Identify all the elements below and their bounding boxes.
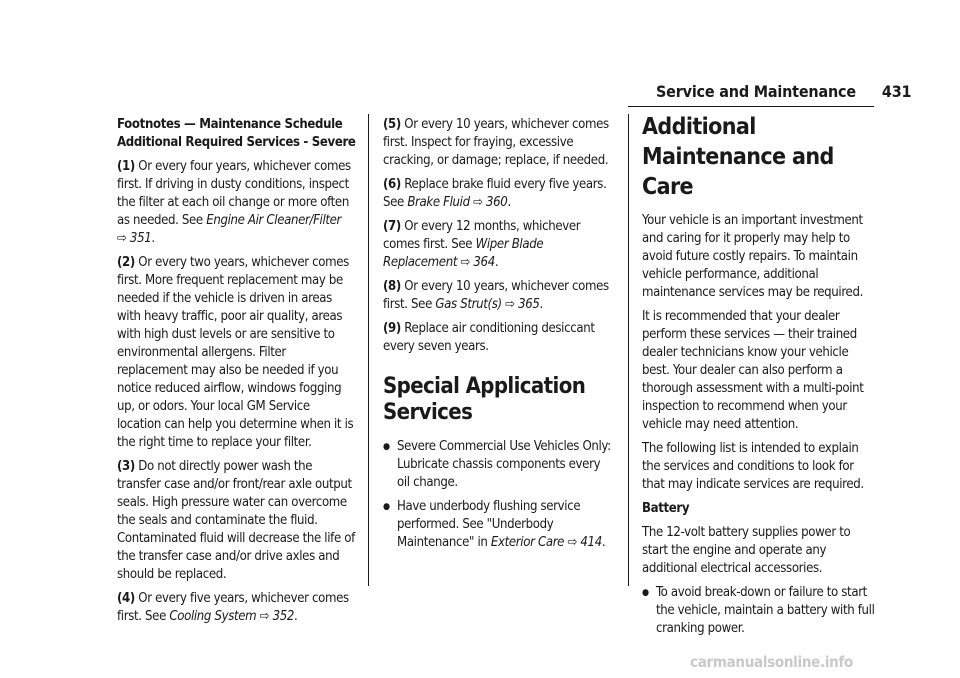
footnote-1: (1) Or every four years, whichever comes first. If driving in dusty conditions, inspect the filter at each oil change or more often as needed. See Engine Air Cleaner/Filter ⇨ 351.	[117, 159, 351, 246]
cross-reference-link[interactable]: Engine Air Cleaner/Filter	[206, 213, 342, 228]
footnote-4: (4) Or every five years, whichever comes first. See Cooling System ⇨ 352.	[117, 591, 349, 624]
list-item: ● Severe Commercial Use Vehicles Only: Lubricate chassis components every oil change.	[383, 438, 613, 492]
page-ref-arrow-icon: ⇨	[505, 297, 515, 312]
page-number: 431	[881, 82, 912, 101]
footnote-3: (3) Do not directly power wash the transfer case and/or front/rear axle output seals. High pressure water can overcome the seals and contaminate the fluid. Contaminated fluid will decrease the life of the transfer case and/or drive axles and should be replaced.	[117, 459, 355, 582]
cross-reference-link[interactable]: Wiper Blade Replacement	[383, 237, 544, 270]
footnote-number: (5)	[383, 117, 401, 132]
footnote-5: (5) Or every 10 years, whichever comes first. Inspect for fraying, excessive cracking, or damage; replace, if needed.	[383, 117, 609, 168]
footnote-number: (8)	[383, 279, 401, 294]
footnote-number: (3)	[117, 459, 135, 474]
column-3	[642, 116, 877, 644]
page-reference[interactable]: 414	[580, 535, 602, 550]
page-ref-arrow-icon: ⇨	[473, 195, 483, 210]
special-services-list	[383, 438, 613, 552]
paragraph: It is recommended that your dealer perform these services — their trained dealer technicians know your vehicle best. Your dealer can also perform a thorough assessment with a multi-point inspection to recommend when your vehicle may need attention.	[642, 309, 864, 432]
page-reference[interactable]: 351	[129, 231, 152, 246]
footnote-6: (6) Replace brake fluid every five years. See Brake Fluid ⇨ 360.	[383, 177, 607, 210]
paragraph: Your vehicle is an important investment and caring for it properly may help to avoid future costly repairs. To maintain vehicle performance, additional maintenance services may be required.	[642, 213, 863, 300]
footnote-2: (2) Or every two years, whichever comes first. More frequent replacement may be needed if the vehicle is driven in areas with heavy traffic, poor air quality, areas with high dust levels or are sensitive to environmental allergens. Filter replacement may also be needed if you notice reduced airflow, windows fogging up, or odors. Your local GM Service location can help you determine when it is the right time to replace your filter.	[117, 255, 354, 450]
page-reference[interactable]: 360	[486, 195, 508, 210]
page-ref-arrow-icon: ⇨	[259, 609, 270, 624]
footnote-number: (7)	[383, 219, 401, 234]
footnote-number: (1)	[117, 159, 135, 174]
list-item: ● To avoid break-down or failure to start the vehicle, maintain a battery with full cranking power.	[642, 584, 877, 638]
footnote-number: (2)	[117, 255, 135, 270]
watermark: carmanualsonline.info	[690, 653, 853, 671]
paragraph: The 12-volt battery supplies power to start the engine and operate any additional electrical accessories.	[642, 525, 851, 576]
section-heading: Additional Maintenance and Care	[642, 114, 834, 200]
footnote-7: (7) Or every 12 months, whichever comes first. See Wiper Blade Replacement ⇨ 364.	[383, 219, 581, 270]
column-divider-2	[628, 114, 629, 586]
column-1	[117, 116, 357, 632]
column-divider-1	[368, 114, 369, 586]
running-head	[656, 82, 911, 101]
page-ref-arrow-icon: ⇨	[460, 255, 471, 270]
column-2	[383, 116, 613, 558]
page-reference[interactable]: 364	[473, 255, 495, 270]
footnote-number: (4)	[117, 591, 135, 606]
battery-list	[642, 584, 877, 638]
section-heading: Special Application Services	[383, 374, 586, 425]
page-reference[interactable]: 365	[518, 297, 540, 312]
page-reference[interactable]: 352	[272, 609, 295, 624]
footnote-9: (9) Replace air conditioning desiccant every seven years.	[383, 321, 595, 354]
cross-reference-link[interactable]: Exterior Care	[490, 535, 565, 550]
cross-reference-link[interactable]: Cooling System	[169, 609, 257, 624]
paragraph: The following list is intended to explain the services and conditions to look for that may indicate services are required.	[642, 441, 864, 492]
footnote-8: (8) Or every 10 years, whichever comes first. See Gas Strut(s) ⇨ 365.	[383, 279, 609, 312]
page-ref-arrow-icon: ⇨	[117, 231, 127, 246]
cross-reference-link[interactable]: Gas Strut(s)	[435, 297, 502, 312]
page-ref-arrow-icon: ⇨	[567, 535, 578, 550]
header-rule	[628, 106, 874, 107]
section-name: Service and Maintenance	[656, 82, 856, 101]
subheading-battery: Battery	[642, 501, 690, 516]
footnotes-title: Footnotes — Maintenance Schedule Additional Required Services - Severe	[117, 117, 356, 150]
list-item: ● Have underbody flushing service performed. See "Underbody Maintenance" in Exterior Care ⇨ 414.	[383, 498, 613, 552]
footnote-number: (9)	[383, 321, 401, 336]
cross-reference-link[interactable]: Brake Fluid	[407, 195, 470, 210]
footnote-number: (6)	[383, 177, 401, 192]
